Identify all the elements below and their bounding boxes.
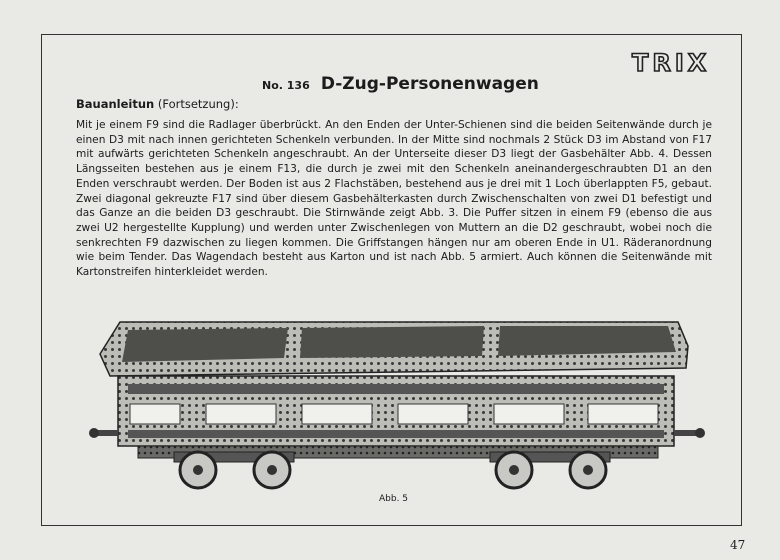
wagon-illustration xyxy=(88,318,708,494)
model-number: No. 136 xyxy=(262,79,310,92)
figure-caption: Abb. 5 xyxy=(379,494,409,504)
page-title xyxy=(262,74,539,94)
model-title: D-Zug-Personenwagen xyxy=(320,74,539,94)
instruction-text: Mit je einem F9 sind die Radlager überbrückt. An den Enden der Unter-Schienen sind die beiden Seitenwände durch je einen D3 mit nach innen gerichteten Schenkeln verbunden. In der Mitte sind nochmals 2 Stück D3 im Abstand von F17 mit aufwärts gerichteten Schenkeln angeschraubt. An der Unterseite dieser D3 liegt der Gasbehälter Abb. 4. Dessen Längsseiten bestehen aus je einem F13, die durch je zwei mit den Schenkeln aneinandergeschraubten D1 an den Enden verschraubt werden. Der Boden ist aus 2 Flachstäben, bestehend aus je drei mit 1 Loch überlappten F5, gebaut. Zwei diagonal gekreuzte F17 sind über diesem Gasbehälterkasten durch Zwischenschalten von zwei D1 befestigt und das Ganze an die beiden D3 geschraubt. Die Stirnwände zeigt Abb. 3. Die Puffer sitzen in einem F9 (ebenso die aus zwei U2 hergestellte Kupplung) und werden unter Zwischenlegen von Muttern an die D2 geschraubt, wobei noch die senkrechten F9 dazwischen zu liegen kommen. Die Griffstangen hängen nur am oberen Ende in U1. Räderanordnung wie beim Tender. Das Wagendach besteht aus Karton und ist nach Abb. 5 armiert. Auch können die Seitenwände mit Kartonstreifen hinterkleidet werden. xyxy=(76,119,712,279)
section-note: (Fortsetzung): xyxy=(157,97,239,111)
trix-logo: TRIX xyxy=(632,49,711,77)
page-number: 47 xyxy=(730,538,746,552)
section-label: Bauanleitun xyxy=(76,97,155,111)
section-heading xyxy=(76,97,239,111)
